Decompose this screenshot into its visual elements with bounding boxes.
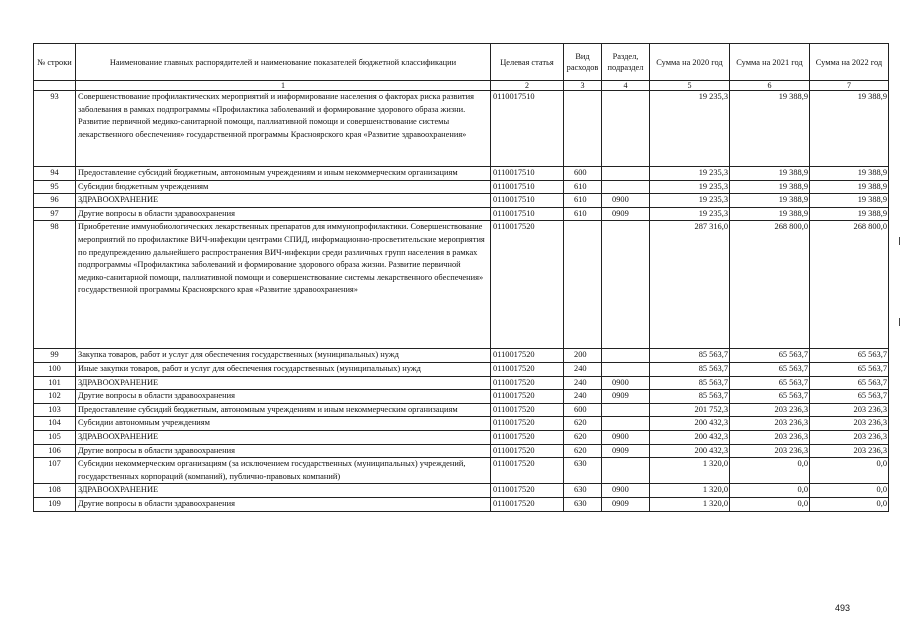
table-row [34,430,889,444]
row-number: 94 [34,167,76,181]
row-name: Предоставление субсидий бюджетным, автономным учреждениям и иным некоммерческим организациям [76,167,491,181]
row-name: ЗДРАВООХРАНЕНИЕ [76,194,491,208]
row-number: 101 [34,376,76,390]
expense-type: 610 [564,180,602,194]
table-row [34,444,889,458]
sum-2020: 287 316,0 [650,221,730,349]
sum-2020: 19 235,3 [650,91,730,167]
expense-type: 630 [564,458,602,484]
sum-2020: 1 320,0 [650,458,730,484]
section-code [602,403,650,417]
row-name: Иные закупки товаров, работ и услуг для обеспечения государственных (муниципальных) нужд [76,362,491,376]
table-row [34,362,889,376]
header-sum-2021: Сумма на 2021 год [730,44,810,81]
column-number: 3 [564,81,602,91]
target-code: 0110017510 [491,167,564,181]
row-name: Другие вопросы в области здравоохранения [76,497,491,511]
sum-2020: 19 235,3 [650,207,730,221]
expense-type: 600 [564,167,602,181]
row-number: 108 [34,484,76,498]
expense-type: 630 [564,497,602,511]
row-number: 106 [34,444,76,458]
row-name: Предоставление субсидий бюджетным, автономным учреждениям и иным некоммерческим организациям [76,403,491,417]
section-code [602,458,650,484]
sum-2022: 65 563,7 [810,390,889,404]
section-code [602,417,650,431]
sum-2021: 0,0 [730,484,810,498]
row-number: 93 [34,91,76,167]
row-name: Совершенствование профилактических мероприятий и информирование населения о факторах риска развития заболевания в рамках подпрограммы «Профилактика заболеваний и формирование здорового образа жизни. Развитие первичной медико-санитарной помощи, паллиативной помощи и совершенствование системы лекарственного обеспечения» государственной программы Красноярского края «Развитие здравоохранения» [76,91,491,167]
column-number: 4 [602,81,650,91]
page-number: 493 [835,603,851,613]
target-code: 0110017510 [491,194,564,208]
column-number: 5 [650,81,730,91]
expense-type: 240 [564,390,602,404]
row-name: Другие вопросы в области здравоохранения [76,390,491,404]
sum-2022: 19 388,9 [810,91,889,167]
expense-type [564,91,602,167]
expense-type: 620 [564,430,602,444]
column-number: 7 [810,81,889,91]
header-sum-2020: Сумма на 2020 год [650,44,730,81]
table-row [34,484,889,498]
table-row [34,91,889,167]
target-code: 0110017520 [491,403,564,417]
sum-2021: 19 388,9 [730,194,810,208]
row-number: 98 [34,221,76,349]
expense-type: 600 [564,403,602,417]
sum-2022: 203 236,3 [810,417,889,431]
sum-2021: 0,0 [730,458,810,484]
sum-2021: 203 236,3 [730,444,810,458]
sum-2022: 19 388,9 [810,167,889,181]
sum-2022: 19 388,9 [810,207,889,221]
table-row [34,458,889,484]
header-name: Наименование главных распорядителей и наименование показателей бюджетной классификации [76,44,491,81]
table-row [34,180,889,194]
table-row [34,349,889,363]
row-number: 96 [34,194,76,208]
row-name: Субсидии бюджетным учреждениям [76,180,491,194]
sum-2022: 0,0 [810,497,889,511]
sum-2021: 203 236,3 [730,417,810,431]
sum-2020: 19 235,3 [650,167,730,181]
row-name: Другие вопросы в области здравоохранения [76,444,491,458]
expense-type [564,221,602,349]
target-code: 0110017510 [491,207,564,221]
table-row [34,207,889,221]
row-number: 99 [34,349,76,363]
section-code [602,91,650,167]
table-row [34,376,889,390]
sum-2022: 0,0 [810,484,889,498]
expense-type: 610 [564,207,602,221]
sum-2021: 19 388,9 [730,167,810,181]
section-code: 0909 [602,207,650,221]
sum-2020: 200 432,3 [650,417,730,431]
sum-2022: 203 236,3 [810,444,889,458]
row-number: 97 [34,207,76,221]
sum-2022: 65 563,7 [810,349,889,363]
row-name: Закупка товаров, работ и услуг для обеспечения государственных (муниципальных) нужд [76,349,491,363]
target-code: 0110017510 [491,180,564,194]
expense-type: 620 [564,444,602,458]
row-name: Приобретение иммунобиологических лекарственных препаратов для иммунопрофилактики. Совершенствование мероприятий по профилактике ВИЧ-инфекции центрами СПИД, информационно-просветительские мероприятия по предупреждению дальнейшего распространения ВИЧ-инфекции среди различных групп населения в рамках подпрограммы «Профилактика заболеваний и формирование здорового образа жизни. Развитие первичной медико-санитарной помощи, паллиативной помощи и совершенствование системы лекарственного обеспечения» государственной программы Красноярского края «Развитие здравоохранения» [76,221,491,349]
expense-type: 240 [564,362,602,376]
sum-2021: 65 563,7 [730,349,810,363]
table-header [34,44,889,91]
section-code [602,362,650,376]
target-code: 0110017520 [491,497,564,511]
section-code: 0900 [602,376,650,390]
target-code: 0110017520 [491,417,564,431]
header-row [34,44,889,81]
section-code: 0900 [602,484,650,498]
section-code [602,221,650,349]
target-code: 0110017520 [491,362,564,376]
table-row [34,167,889,181]
sum-2022: 65 563,7 [810,362,889,376]
row-number: 102 [34,390,76,404]
sum-2021: 203 236,3 [730,403,810,417]
sum-2020: 1 320,0 [650,497,730,511]
header-expense-type: Вид расходов [564,44,602,81]
target-code: 0110017520 [491,430,564,444]
column-number: 1 [76,81,491,91]
section-code: 0900 [602,430,650,444]
header-section: Раздел, подраздел [602,44,650,81]
sum-2021: 268 800,0 [730,221,810,349]
sum-2021: 65 563,7 [730,390,810,404]
sum-2021: 65 563,7 [730,362,810,376]
sum-2020: 85 563,7 [650,390,730,404]
budget-sheet [33,43,888,512]
target-code: 0110017520 [491,376,564,390]
row-name: ЗДРАВООХРАНЕНИЕ [76,430,491,444]
column-number-row [34,81,889,91]
sum-2020: 85 563,7 [650,349,730,363]
row-number: 109 [34,497,76,511]
sum-2022: 203 236,3 [810,403,889,417]
sum-2022: 19 388,9 [810,194,889,208]
scan-edge-mark [899,318,900,326]
row-name: ЗДРАВООХРАНЕНИЕ [76,484,491,498]
row-name: Другие вопросы в области здравоохранения [76,207,491,221]
section-code: 0900 [602,194,650,208]
sum-2020: 19 235,3 [650,180,730,194]
scan-edge-mark [899,237,900,245]
target-code: 0110017520 [491,444,564,458]
header-target: Целевая статья [491,44,564,81]
target-code: 0110017510 [491,91,564,167]
sum-2021: 19 388,9 [730,207,810,221]
expense-type: 240 [564,376,602,390]
sum-2022: 0,0 [810,458,889,484]
table-row [34,403,889,417]
table-row [34,417,889,431]
row-number: 105 [34,430,76,444]
section-code [602,349,650,363]
column-number: 2 [491,81,564,91]
table-row [34,497,889,511]
sum-2020: 200 432,3 [650,444,730,458]
sum-2021: 19 388,9 [730,91,810,167]
row-name: ЗДРАВООХРАНЕНИЕ [76,376,491,390]
header-row-number: № строки [34,44,76,81]
expense-type: 610 [564,194,602,208]
sum-2021: 0,0 [730,497,810,511]
expense-type: 620 [564,417,602,431]
column-number: 6 [730,81,810,91]
expense-type: 630 [564,484,602,498]
sum-2020: 85 563,7 [650,362,730,376]
row-number: 103 [34,403,76,417]
target-code: 0110017520 [491,484,564,498]
row-number: 107 [34,458,76,484]
target-code: 0110017520 [491,458,564,484]
table-row [34,221,889,349]
sum-2020: 200 432,3 [650,430,730,444]
expense-type: 200 [564,349,602,363]
section-code: 0909 [602,390,650,404]
row-name: Субсидии некоммерческим организациям (за исключением государственных (муниципальных) учреждений, государственных корпораций (компаний), публично-правовых компаний) [76,458,491,484]
table-body [34,91,889,512]
target-code: 0110017520 [491,221,564,349]
sum-2022: 65 563,7 [810,376,889,390]
sum-2021: 65 563,7 [730,376,810,390]
budget-table [33,43,889,512]
table-row [34,194,889,208]
row-number: 104 [34,417,76,431]
table-row [34,390,889,404]
section-code: 0909 [602,497,650,511]
sum-2022: 19 388,9 [810,180,889,194]
column-number [34,81,76,91]
sum-2021: 19 388,9 [730,180,810,194]
section-code [602,167,650,181]
sum-2022: 203 236,3 [810,430,889,444]
sum-2020: 1 320,0 [650,484,730,498]
section-code [602,180,650,194]
row-number: 95 [34,180,76,194]
sum-2020: 19 235,3 [650,194,730,208]
sum-2022: 268 800,0 [810,221,889,349]
sum-2020: 85 563,7 [650,376,730,390]
header-sum-2022: Сумма на 2022 год [810,44,889,81]
sum-2021: 203 236,3 [730,430,810,444]
sum-2020: 201 752,3 [650,403,730,417]
section-code: 0909 [602,444,650,458]
target-code: 0110017520 [491,390,564,404]
target-code: 0110017520 [491,349,564,363]
row-number: 100 [34,362,76,376]
row-name: Субсидии автономным учреждениям [76,417,491,431]
